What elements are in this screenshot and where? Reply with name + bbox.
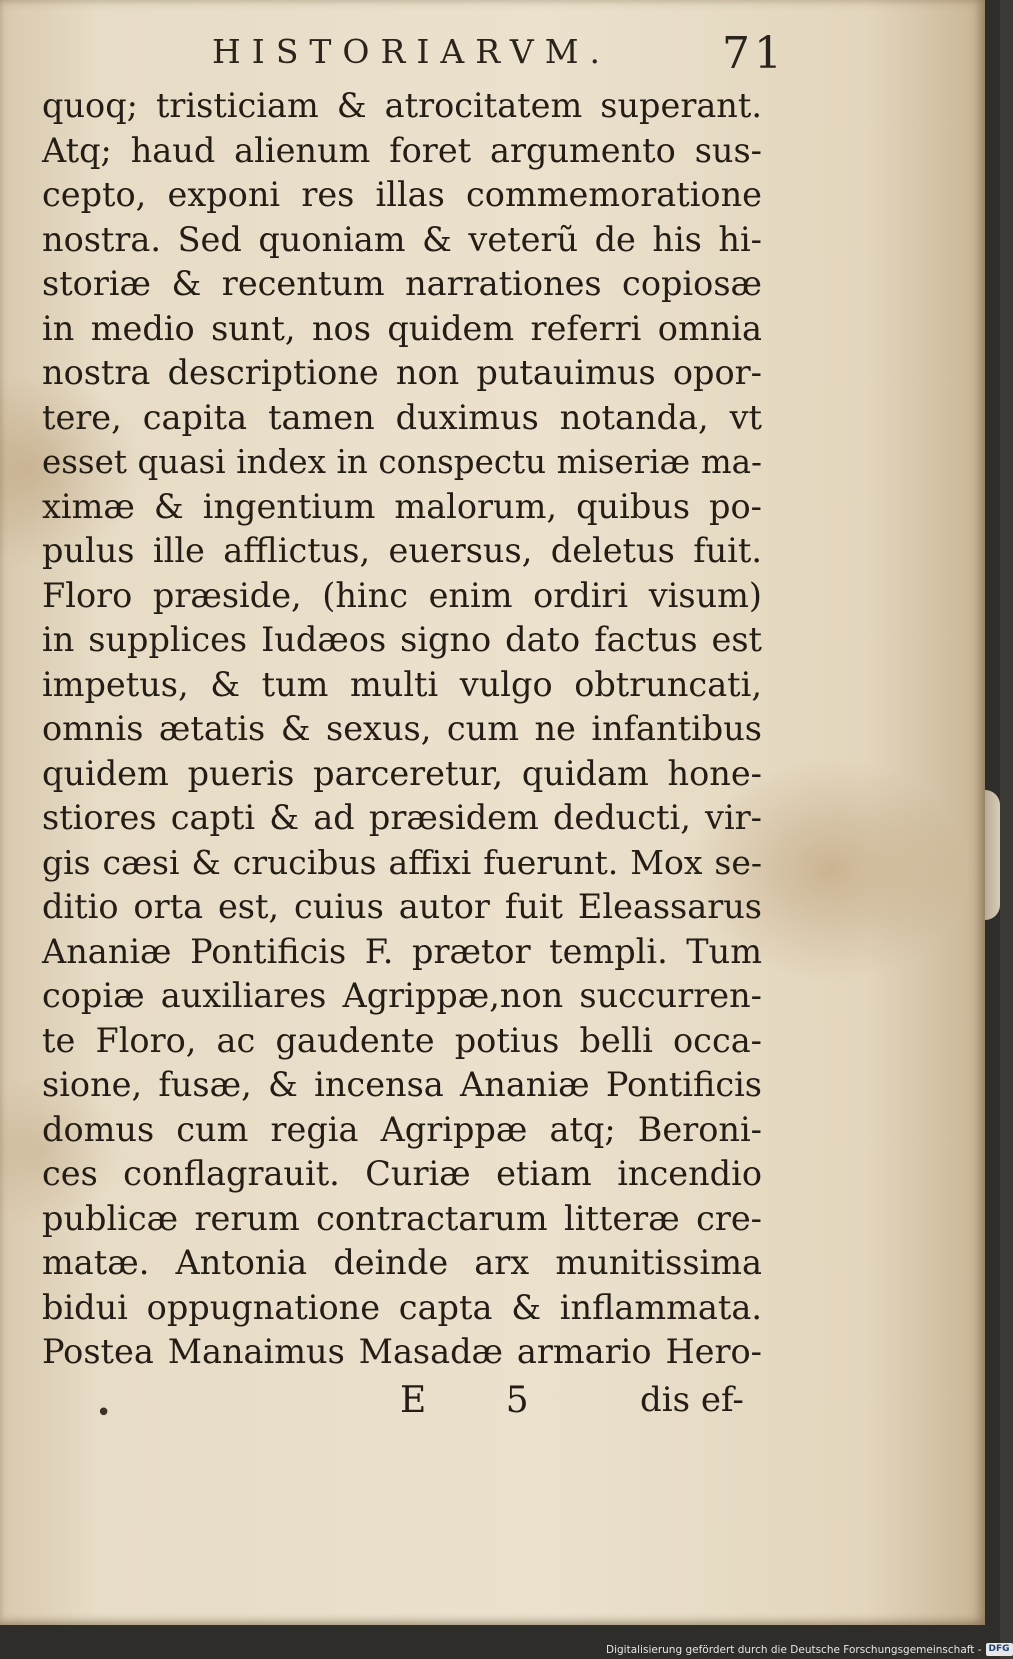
text-line: sione, fusæ, & incensa Ananiæ Pontificis <box>42 1065 762 1104</box>
text-line: publicæ rerum contractarum litteræ cre- <box>42 1198 762 1238</box>
text-line: in medio sunt, nos quidem referri omnia <box>42 308 762 348</box>
credit-text: Digitalisierung gefördert durch die Deutsche Forschungsgemeinschaft - <box>606 1643 982 1656</box>
text-line: matæ. Antonia deinde arx munitissima <box>42 1243 762 1282</box>
text-line: ditio orta est, cuius autor fuit Eleassarus <box>42 887 762 926</box>
catchword: dis ef- <box>640 1380 744 1420</box>
text-line: Atq; haud alienum foret argumento sus- <box>42 130 762 170</box>
signature-mark: E 5 <box>400 1380 563 1421</box>
text-line: Postea Manaimus Masadæ armario Hero- <box>42 1332 762 1371</box>
text-line: esset quasi index in conspectu miseriæ ma- <box>42 443 762 481</box>
text-line: copiæ auxiliares Agrippæ,non succurren- <box>42 976 762 1015</box>
body-text <box>42 84 762 1375</box>
text-line: quoq; tristiciam & atrocitatem superant. <box>42 86 762 125</box>
text-line: domus cum regia Agrippæ atq; Beroni- <box>42 1109 762 1149</box>
text-line: ximæ & ingentium malorum, quibus po- <box>42 486 762 526</box>
text-line: nostra. Sed quoniam & veterũ de his hi- <box>42 219 762 259</box>
text-line: pulus ille afflictus, euersus, deletus fuit. <box>42 531 762 570</box>
text-line: in supplices Iudæos signo dato factus est <box>42 620 762 659</box>
page-number: 71 <box>722 28 786 79</box>
text-line: tere, capita tamen duximus notanda, vt <box>42 397 762 437</box>
dfg-logo-icon: DFG <box>986 1643 1013 1656</box>
footer-mark: • <box>96 1398 112 1428</box>
text-line: Floro præside, (hinc enim ordiri visum) <box>42 575 762 615</box>
text-line: bidui oppugnatione capta & inflammata. <box>42 1287 762 1327</box>
text-line: ces conflagrauit. Curiæ etiam incendio <box>42 1154 762 1193</box>
text-line: gis cæsi & crucibus affixi fuerunt. Mox se- <box>42 842 762 882</box>
running-head: HISTORIARVM. <box>212 32 611 71</box>
text-line: omnis ætatis & sexus, cum ne infantibus <box>42 709 762 748</box>
digitization-credit <box>606 1640 1013 1659</box>
text-line: nostra descriptione non putauimus opor- <box>42 353 762 392</box>
text-line: stiores capti & ad præsidem deducti, vir- <box>42 798 762 837</box>
text-line: cepto, exponi res illas commemoratione <box>42 175 762 214</box>
text-line: impetus, & tum multi vulgo obtruncati, <box>42 664 762 704</box>
text-line: Ananiæ Pontificis F. prætor templi. Tum <box>42 931 762 971</box>
page-edge-tab <box>985 790 1000 920</box>
text-line: quidem pueris parceretur, quidam hone- <box>42 753 762 793</box>
text-line: storiæ & recentum narrationes copiosæ <box>42 264 762 303</box>
text-line: te Floro, ac gaudente potius belli occa- <box>42 1020 762 1060</box>
